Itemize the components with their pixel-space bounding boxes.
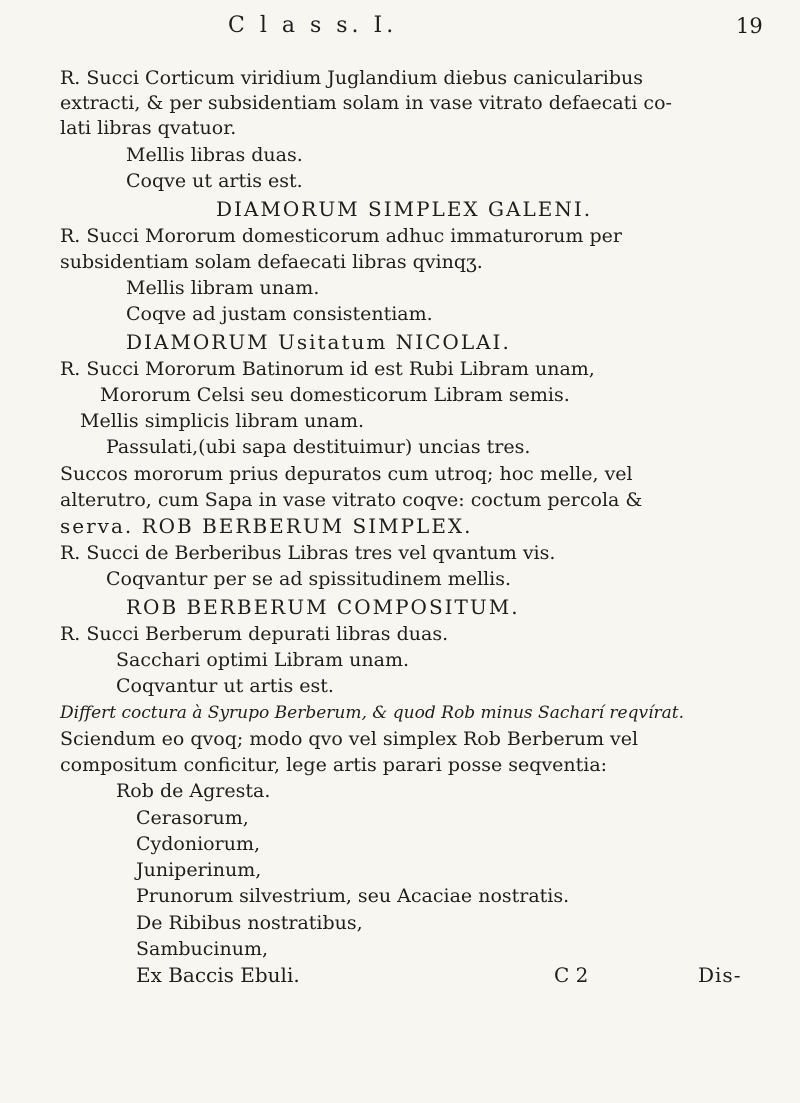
text-line: extracti, & per subsidentiam solam in vase vitrato defaecati co-	[60, 92, 672, 114]
text-line: Coqvantur ut artis est.	[116, 675, 334, 697]
list-item: Sambucinum,	[136, 938, 269, 960]
section-heading: DIAMORUM SIMPLEX GALENI.	[216, 197, 593, 221]
text-line: R. Succi Mororum Batinorum id est Rubi Libram unam,	[60, 358, 595, 380]
text-line: Succos mororum prius depuratos cum utroq; hoc melle, vel	[60, 463, 633, 485]
text-line: Mororum Celsi seu domesticorum Libram semis.	[100, 384, 570, 406]
list-item-last: Ex Baccis Ebuli.	[136, 963, 300, 987]
text-line: alterutro, cum Sapa in vase vitrato coqve: coctum percola &	[60, 489, 643, 511]
text-line: Mellis libras duas.	[126, 144, 303, 166]
page-number: 19	[736, 14, 763, 38]
signature-mark: C 2	[554, 963, 589, 987]
text-line: Coqvantur per se ad spissitudinem mellis.	[106, 568, 512, 590]
text-line: R. Succi Berberum depurati libras duas.	[60, 623, 449, 645]
text-line: Coqve ad justam consistentiam.	[126, 303, 433, 325]
section-heading: DIAMORUM Usitatum NICOLAI.	[126, 330, 511, 354]
italic-note: Differt coctura à Syrupo Berberum, & quod Rob minus Sacharí reqvírat.	[60, 703, 685, 723]
text-line: Coqve ut artis est.	[126, 170, 303, 192]
list-item: Rob de Agresta.	[116, 780, 271, 802]
list-item: Cydoniorum,	[136, 833, 261, 855]
text-line: subsidentiam solam defaecati libras qvinqʒ.	[60, 251, 483, 273]
text-line: compositum conficitur, lege artis parari posse seqventia:	[60, 754, 608, 776]
list-item: Cerasorum,	[136, 807, 249, 829]
running-head: C l a s s. I.	[228, 13, 398, 38]
list-item: Prunorum silvestrium, seu Acaciae nostratis.	[136, 885, 570, 907]
text-line: R. Succi de Berberibus Libras tres vel qvantum vis.	[60, 542, 556, 564]
text-line: Sciendum eo qvoq; modo qvo vel simplex Rob Berberum vel	[60, 728, 639, 750]
text-line: Sacchari optimi Libram unam.	[116, 649, 410, 671]
section-heading: ROB BERBERUM COMPOSITUM.	[126, 595, 520, 619]
text-line: R. Succi Corticum viridium Juglandium diebus canicularibus	[60, 67, 643, 89]
text-line: R. Succi Mororum domesticorum adhuc immaturorum per	[60, 225, 622, 247]
section-heading: serva. ROB BERBERUM SIMPLEX.	[60, 514, 473, 538]
catchword: Dis-	[698, 963, 742, 987]
text-line: Passulati,(ubi sapa destituimur) uncias tres.	[106, 436, 531, 458]
text-line: lati libras qvatuor.	[60, 117, 237, 139]
list-item: Juniperinum,	[136, 859, 262, 881]
text-line: Mellis simplicis libram unam.	[80, 410, 365, 432]
list-item: De Ribibus nostratibus,	[136, 912, 363, 934]
text-line: Mellis libram unam.	[126, 277, 320, 299]
